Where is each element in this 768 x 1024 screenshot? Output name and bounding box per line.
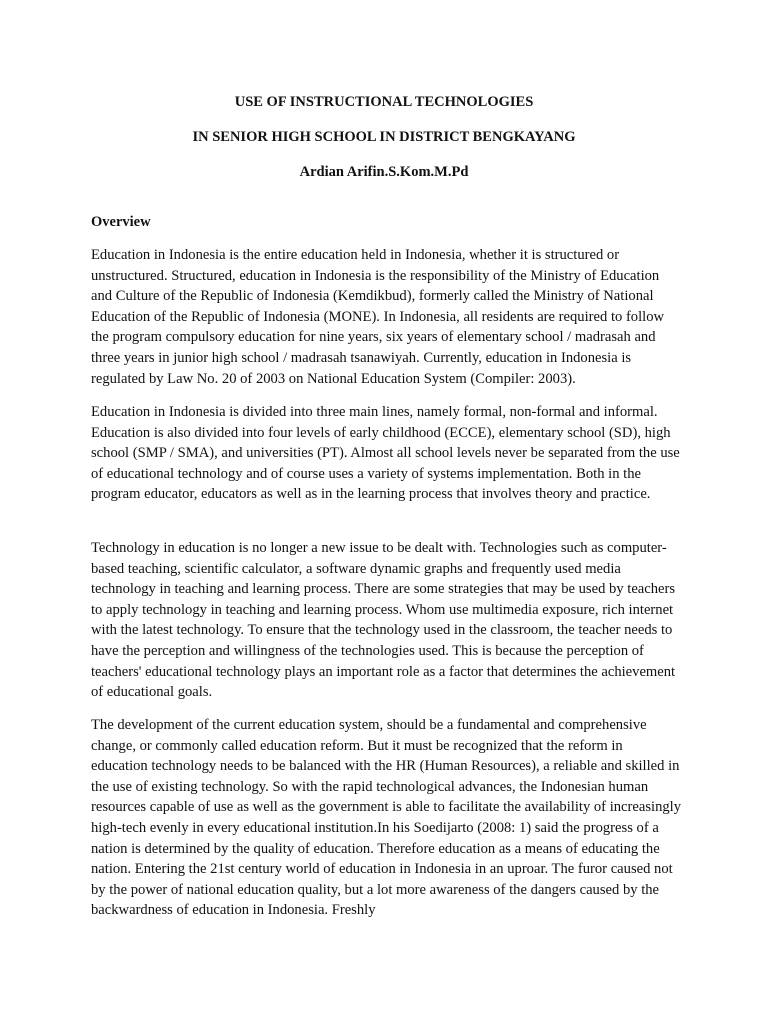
paragraph-1: Education in Indonesia is the entire education held in Indonesia, whether it is structured or unstructured. Structured, education in Indonesia is the responsibility of the Ministry of Education and Culture of the Republic of Indonesia (Kemdikbud), formerly called the Ministry of National Education of the Republic of Indonesia (MONE). In Indonesia, all residents are required to follow the program compulsory education for nine years, six years of elementary school / madrasah and three years in junior high school / madrasah tsanawiyah. Currently, education in Indonesia is regulated by Law No. 20 of 2003 on National Education System (Compiler: 2003). [91, 247, 665, 387]
paragraph-4: The development of the current education system, should be a fundamental and comprehensive change, or commonly called education reform. But it must be recognized that the reform in education technology needs to be balanced with the HR (Human Resources), a reliable and skilled in the use of existing technology. So with the rapid technological advances, the Indonesian human resources capable of use as well as the government is able to facilitate the availability of increasingly high-tech evenly in every educational institution.In his Soedijarto (2008: 1) said the progress of a nation is determined by the quality of education. Therefore education as a means of educating the nation. Entering the 21st century world of education in Indonesia in an uproar. The furor caused not by the power of national education quality, but a lot more awareness of the dangers caused by the backwardness of education in Indonesia. Freshly [91, 717, 682, 919]
document-title-line-2: IN SENIOR HIGH SCHOOL IN DISTRICT BENGKAYANG [192, 129, 576, 145]
document-title-line-1: USE OF INSTRUCTIONAL TECHNOLOGIES [234, 94, 534, 110]
paragraph-3: Technology in education is no longer a new issue to be dealt with. Technologies such as computer-based teaching, scientific calculator, a software dynamic graphs and frequently used media technology in teaching and learning process. There are some strategies that may be used by teachers to apply technology in teaching and learning process. Whom use multimedia exposure, rich internet with the latest technology. To ensure that the technology used in the classroom, the teacher needs to have the perception and willingness of the technologies used. This is because the perception of teachers' educational technology plays an important role as a factor that determines the achievement of educational goals. [91, 540, 676, 701]
paragraph-2: Education in Indonesia is divided into three main lines, namely formal, non-formal and informal. Education is also divided into four levels of early childhood (ECCE), elementary school (SD), high school (SMP / SMA), and universities (PT). Almost all school levels never be separated from the use of educational technology and of course uses a variety of systems implementation. Both in the program educator, educators as well as in the learning process that involves theory and practice. [91, 404, 680, 503]
author-name: Ardian Arifin.S.Kom.M.Pd [299, 164, 469, 180]
section-heading-overview: Overview [91, 214, 151, 230]
